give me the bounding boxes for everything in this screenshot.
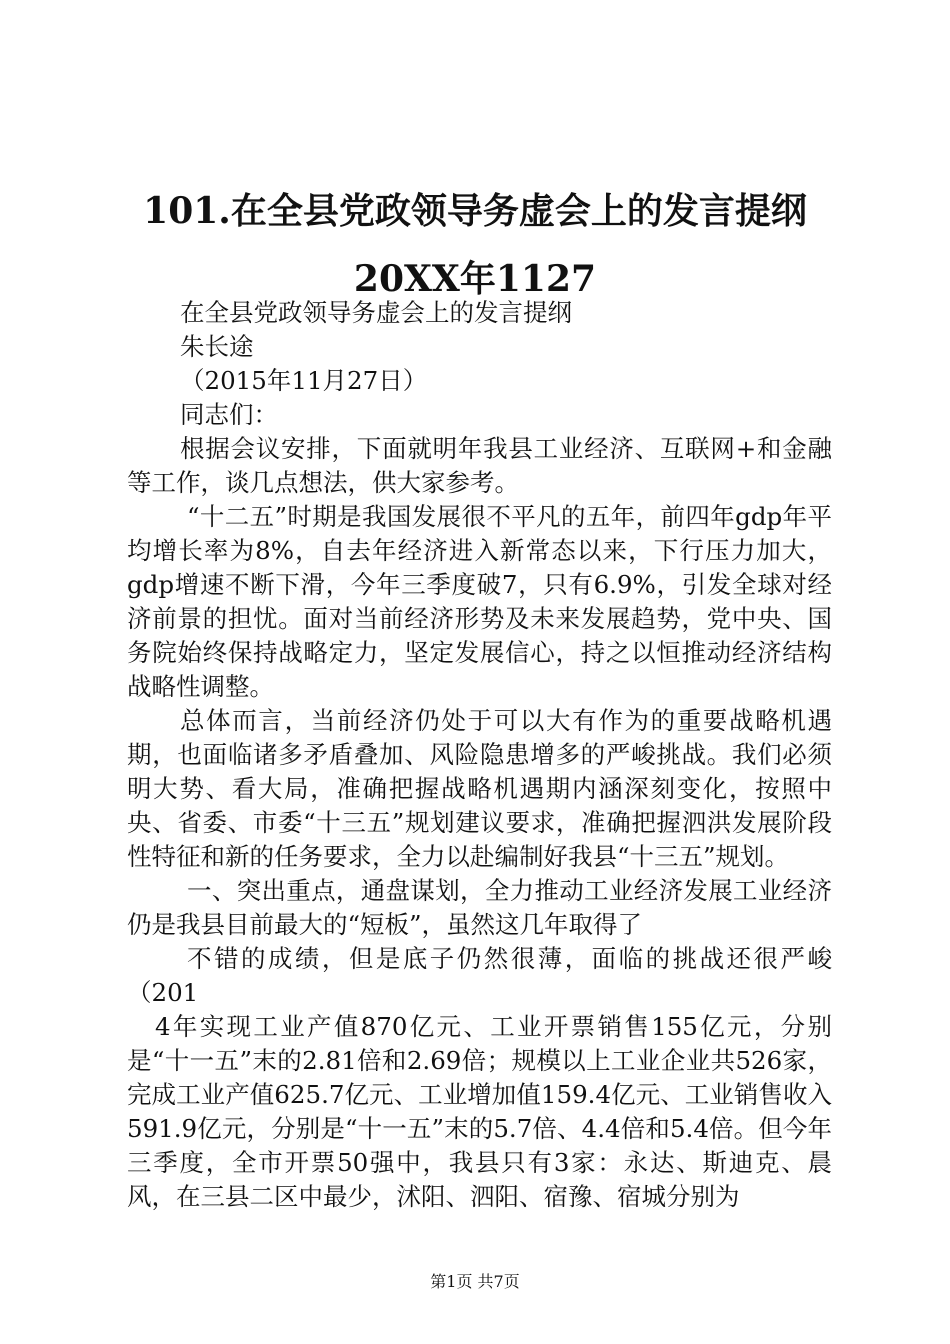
page-number-footer: 第1页 共7页 — [430, 1272, 520, 1291]
date-paragraph: （2015年11月27日） — [180, 366, 428, 395]
document-body — [127, 296, 832, 1214]
body-paragraph: 4年实现工业产值870亿元、工业开票销售155亿元，分别是“十一五”末的2.81倍和2.69倍；规模以上工业企业共526家，完成工业产值625.7亿元、工业增加值159.4亿元、工业销售收入591.9亿元，分别是“十一五”末的5.7倍、4.4倍和5.4倍。但今年三季度，全市开票50强中，我县只有3家：永达、斯迪克、晨风，在三县二区中最少，沭阳、泗阳、宿豫、宿城分别为 — [127, 1012, 832, 1211]
body-paragraph: 根据会议安排，下面就明年我县工业经济、互联网+和金融等工作，谈几点想法，供大家参考。 — [127, 434, 832, 497]
document-title-line-1: 101.在全县党政领导务虚会上的发言提纲 — [143, 190, 807, 232]
author-paragraph: 朱长途 — [180, 332, 254, 361]
salutation-paragraph: 同志们： — [180, 400, 278, 429]
body-paragraph: “十二五”时期是我国发展很不平凡的五年，前四年gdp年平均增长率为8%，自去年经济进入新常态以来，下行压力加大，gdp增速不断下滑，今年三季度破7，只有6.9%，引发全球对经济前景的担忧。面对当前经济形势及未来发展趋势，党中央、国务院始终保持战略定力，坚定发展信心，持之以恒推动经济结构战略性调整。 — [127, 502, 832, 701]
document-title-line-2: 20XX年1127 — [353, 258, 597, 300]
body-paragraph: 不错的成绩，但是底子仍然很薄，面临的挑战还很严峻（201 — [127, 944, 832, 1007]
body-paragraph: 总体而言，当前经济仍处于可以大有作为的重要战略机遇期，也面临诸多矛盾叠加、风险隐患增多的严峻挑战。我们必须明大势、看大局，准确把握战略机遇期内涵深刻变化，按照中央、省委、市委“十三五”规划建议要求，准确把握泗洪发展阶段性特征和新的任务要求，全力以赴编制好我县“十三五”规划。 — [127, 706, 832, 871]
section-heading-paragraph: 一、突出重点，通盘谋划，全力推动工业经济发展工业经济仍是我县目前最大的“短板”，虽然这几年取得了 — [127, 876, 832, 939]
subtitle-paragraph: 在全县党政领导务虚会上的发言提纲 — [180, 298, 572, 327]
